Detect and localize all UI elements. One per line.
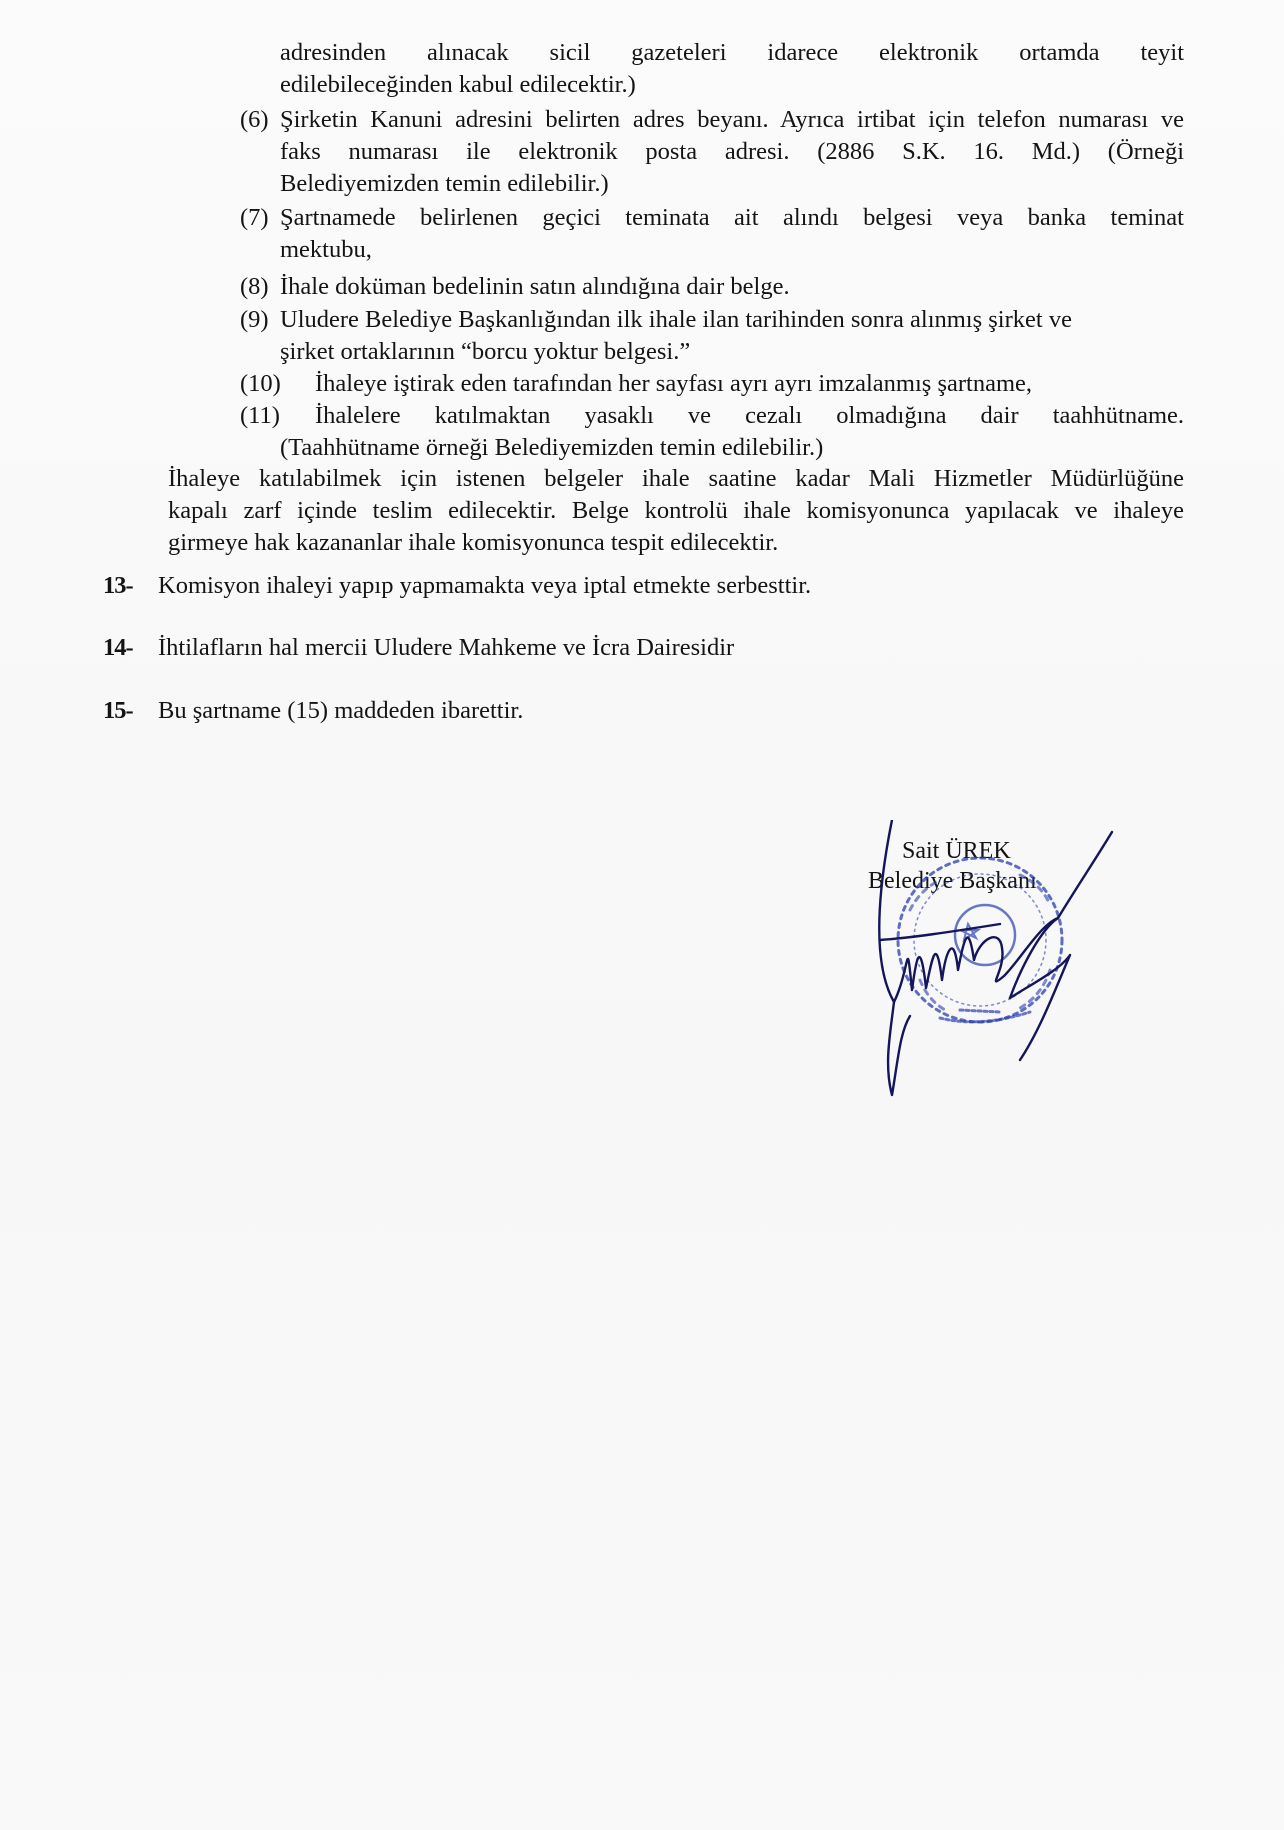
paragraph-line: girmeye hak kazananlar ihale komisyonunca tespit edilecektir. bbox=[168, 529, 779, 556]
list-item-text: Şartnamede belirlenen geçici teminata ait alındı belgesi veya banka teminat bbox=[280, 204, 1184, 231]
list-item-text: mektubu, bbox=[280, 236, 372, 263]
article-number: 14- bbox=[103, 634, 133, 661]
handwritten-signature bbox=[879, 820, 1112, 1095]
paragraph-line: İhaleye katılabilmek için istenen belgeler ihale saatine kadar Mali Hizmetler Müdürlüğüne bbox=[168, 465, 1184, 492]
article-number: 13- bbox=[103, 572, 133, 599]
list-item-number: (7) bbox=[240, 204, 269, 231]
list-item-text: İhaleye iştirak eden tarafından her sayfası ayrı ayrı imzalanmış şartname, bbox=[315, 370, 1032, 397]
list-item-number: (6) bbox=[240, 106, 269, 133]
signatory-name: Sait ÜREK bbox=[902, 838, 1011, 864]
list-item-number: (10) bbox=[240, 370, 281, 397]
list-item-text: Uludere Belediye Başkanlığından ilk ihale ilan tarihinden sonra alınmış şirket ve bbox=[280, 306, 1072, 333]
paragraph-line: kapalı zarf içinde teslim edilecektir. Belge kontrolü ihale komisyonunca yapılacak ve ihaleye bbox=[168, 497, 1184, 524]
list-item-text: Şirketin Kanuni adresini belirten adres beyanı. Ayrıca irtibat için telefon numarası ve bbox=[280, 106, 1184, 133]
article-number: 15- bbox=[103, 697, 133, 724]
list-item-text: faks numarası ile elektronik posta adresi. (2886 S.K. 16. Md.) (Örneği bbox=[280, 138, 1184, 165]
stamp-and-signature bbox=[850, 820, 1150, 1120]
list-item-text: Belediyemizden temin edilebilir.) bbox=[280, 170, 609, 197]
list-item-text: İhale doküman bedelinin satın alındığına dair belge. bbox=[280, 273, 790, 300]
list-item-number: (8) bbox=[240, 273, 269, 300]
signatory-title: Belediye Başkanı bbox=[868, 868, 1037, 894]
list-item-number: (9) bbox=[240, 306, 269, 333]
article-text: Bu şartname (15) maddeden ibarettir. bbox=[158, 697, 524, 724]
list-item-text: İhalelere katılmaktan yasaklı ve cezalı olmadığına dair taahhütname. bbox=[315, 402, 1184, 429]
list-continuation-line: adresinden alınacak sicil gazeteleri idarece elektronik ortamda teyit bbox=[280, 39, 1184, 66]
article-text: Komisyon ihaleyi yapıp yapmamakta veya iptal etmekte serbesttir. bbox=[158, 572, 812, 599]
list-item-number: (11) bbox=[240, 402, 280, 429]
article-text: İhtilafların hal mercii Uludere Mahkeme ve İcra Dairesidir bbox=[158, 634, 735, 661]
list-item-text: şirket ortaklarının “borcu yoktur belgesi.” bbox=[280, 338, 691, 365]
list-continuation-line: edilebileceğinden kabul edilecektir.) bbox=[280, 71, 636, 98]
list-item-text: (Taahhütname örneği Belediyemizden temin edilebilir.) bbox=[280, 434, 824, 461]
